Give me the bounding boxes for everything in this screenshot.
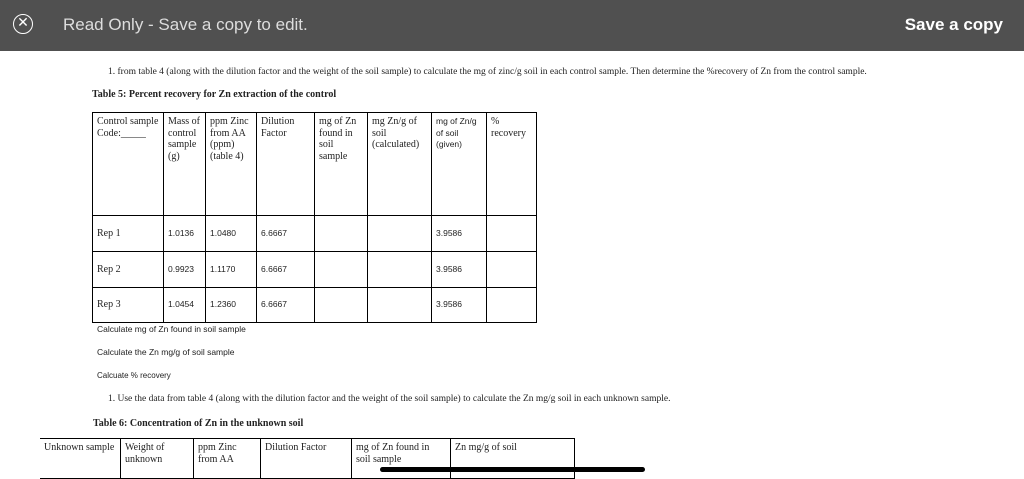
empty-cell[interactable] xyxy=(315,216,368,252)
mass-cell: 1.0454 xyxy=(164,288,206,323)
instruction-1: 1. from table 4 (along with the dilution factor and the weight of the soil sample) to calculate the mg of zinc/g soil in each control sample. Then determine the %recovery of Zn from the control sample. xyxy=(108,67,867,77)
table6-header: Zn mg/g of soil xyxy=(451,439,575,479)
table6-title: Table 6: Concentration of Zn in the unknown soil xyxy=(93,418,304,429)
given-cell: 3.9586 xyxy=(432,216,487,252)
calc-mg-per-g: Calculate the Zn mg/g of soil sample xyxy=(97,347,235,357)
empty-cell[interactable] xyxy=(487,252,537,288)
table-row xyxy=(93,216,537,252)
empty-cell[interactable] xyxy=(315,252,368,288)
empty-cell[interactable] xyxy=(368,288,432,323)
table-row xyxy=(93,288,537,323)
calc-recovery: Calcuate % recovery xyxy=(97,371,171,380)
empty-cell[interactable] xyxy=(368,216,432,252)
table6-header: Unknown sample xyxy=(40,439,121,479)
table5-header: Mass of control sample (g) xyxy=(164,113,206,216)
mass-cell: 0.9923 xyxy=(164,252,206,288)
table5-header: mg of Zn/g of soil (given) xyxy=(432,113,487,216)
table5-title: Table 5: Percent recovery for Zn extraction of the control xyxy=(92,89,337,100)
mass-cell: 1.0136 xyxy=(164,216,206,252)
table5-header: ppm Zinc from AA (ppm) (table 4) xyxy=(206,113,257,216)
save-copy-button[interactable]: Save a copy xyxy=(904,15,1003,34)
given-cell: 3.9586 xyxy=(432,288,487,323)
ink-strikethrough xyxy=(380,467,645,472)
table-row xyxy=(93,252,537,288)
ppm-cell: 1.2360 xyxy=(206,288,257,323)
close-icon[interactable]: ✕ xyxy=(13,14,33,34)
dilution-cell: 6.6667 xyxy=(257,288,315,323)
row-label: Rep 1 xyxy=(93,216,164,252)
table6-header: Weight of unknown xyxy=(121,439,194,479)
ppm-cell: 1.1170 xyxy=(206,252,257,288)
dilution-cell: 6.6667 xyxy=(257,252,315,288)
table5-header: mg Zn/g of soil (calculated) xyxy=(368,113,432,216)
table5-header: mg of Zn found in soil sample xyxy=(315,113,368,216)
table6-header: Dilution Factor xyxy=(261,439,352,479)
given-cell: 3.9586 xyxy=(432,252,487,288)
empty-cell[interactable] xyxy=(315,288,368,323)
table5-header: Control sample Code:_____ xyxy=(93,113,164,216)
table6-header: ppm Zinc from AA xyxy=(194,439,261,479)
table5 xyxy=(92,112,537,323)
instruction-2: 1. Use the data from table 4 (along with the dilution factor and the weight of the soil sample) to calculate the Zn mg/g soil in each unknown sample. xyxy=(108,394,671,404)
row-label: Rep 3 xyxy=(93,288,164,323)
ppm-cell: 1.0480 xyxy=(206,216,257,252)
read-only-bar xyxy=(0,0,1024,51)
calc-mg-zn: Calculate mg of Zn found in soil sample xyxy=(97,324,246,334)
dilution-cell: 6.6667 xyxy=(257,216,315,252)
read-only-message: Read Only - Save a copy to edit. xyxy=(63,15,308,34)
table5-header: Dilution Factor xyxy=(257,113,315,216)
row-label: Rep 2 xyxy=(93,252,164,288)
table5-header: % recovery xyxy=(487,113,537,216)
empty-cell[interactable] xyxy=(487,216,537,252)
empty-cell[interactable] xyxy=(368,252,432,288)
empty-cell[interactable] xyxy=(487,288,537,323)
table6-header: mg of Zn found in soil sample xyxy=(352,439,451,479)
